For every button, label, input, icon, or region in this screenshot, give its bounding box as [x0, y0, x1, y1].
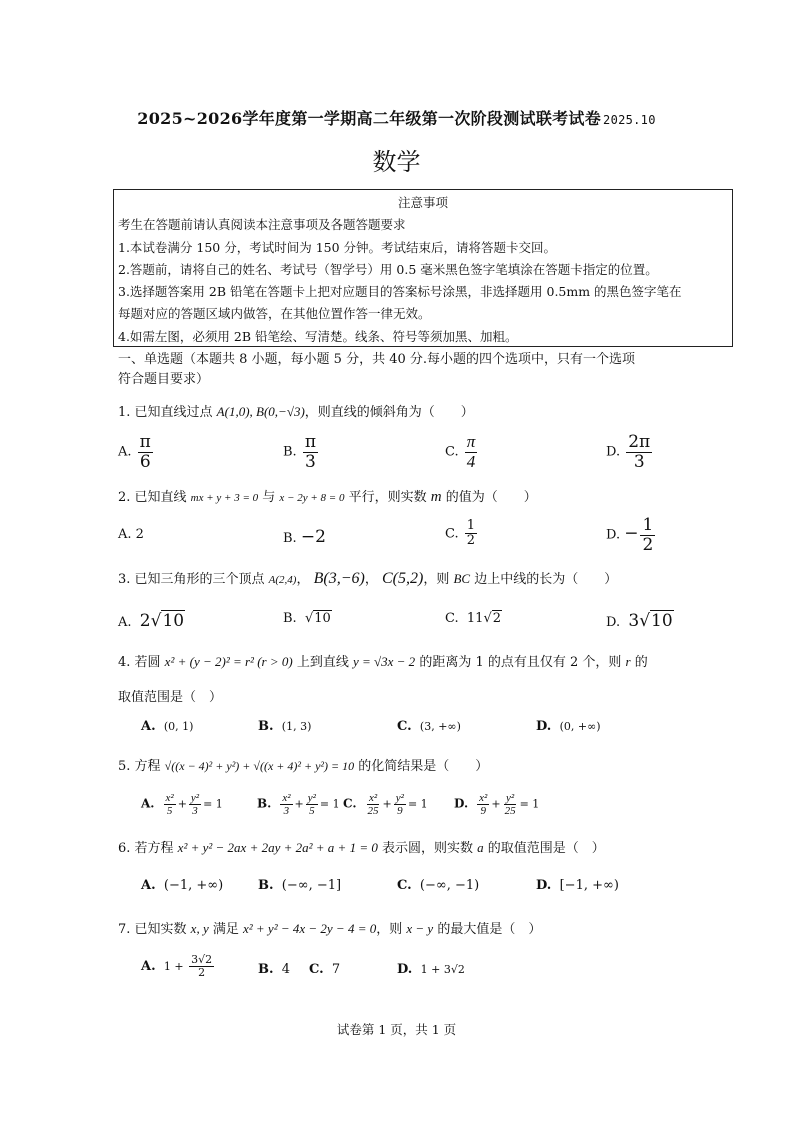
notice-line: 1.本试卷满分 150 分，考试时间为 150 分钟。考试结束后，请将答题卡交回。 — [118, 239, 557, 255]
fraction-numerator: π — [304, 432, 317, 452]
fraction-denominator: 3 — [633, 451, 645, 472]
fraction-denominator: 2 — [642, 534, 654, 555]
fraction-numerator: 3√2 — [191, 953, 213, 966]
question-4-text: 的 — [630, 655, 648, 670]
option-label: C. — [397, 719, 412, 734]
fraction-denominator: 2 — [466, 533, 476, 549]
q3-option-b: B. √10 — [283, 611, 331, 626]
question-3-text: ，则 — [423, 572, 454, 587]
question-1 — [118, 401, 474, 420]
option-label: D. — [606, 444, 621, 460]
fraction-numerator: π — [466, 432, 476, 451]
option-value: (3, +∞) — [419, 720, 461, 733]
q6-option-c — [397, 878, 479, 893]
option-label: D. — [606, 527, 621, 543]
option-value: (0, 1) — [163, 720, 194, 733]
q2-option-a — [118, 527, 144, 542]
option-value: (−∞, −1) — [419, 878, 480, 893]
q7-option-a — [141, 954, 216, 979]
question-4-text: 4. 若圆 — [118, 655, 165, 670]
fraction-denominator: 3 — [305, 451, 316, 472]
option-label: B. — [283, 611, 297, 626]
question-4-line2: 取值范围是（ ） — [118, 690, 223, 705]
option-value: 7 — [331, 962, 341, 977]
question-5 — [118, 755, 488, 774]
radical-coefficient: 2 — [139, 611, 151, 631]
option-label: C. — [309, 962, 324, 977]
q5-option-d: D. $\frac{\text{x²}}{9}$ + $\frac{\text{y²}}{25}$ = 1 — [454, 792, 540, 818]
fraction-numerator: 1 — [642, 515, 654, 535]
option-label: A. — [141, 719, 156, 734]
question-6-text: 表示圆，则实数 — [377, 841, 478, 856]
notice-line: 3.选择题答案用 2B 铅笔在答题卡上把对应题目的答案标号涂黑，非选择题用 0.5mm 的黑色签字笔在 — [118, 284, 682, 300]
segment-bc: BC — [453, 571, 471, 586]
ellipse-denominator-x: 25 — [367, 805, 379, 818]
option-label: C. — [445, 611, 459, 626]
option-label: C. — [397, 878, 412, 893]
section-heading — [118, 350, 718, 390]
option-label: B. — [258, 878, 274, 893]
ellipse-denominator-x: 9 — [480, 805, 486, 818]
option-label: D. — [536, 719, 552, 734]
option-label: A. — [118, 615, 132, 630]
fraction-numerator: 2π — [628, 432, 651, 452]
question-2 — [118, 486, 537, 506]
question-1-math: A(1,0), B(0,−√3) — [216, 404, 305, 419]
notice-line: 2.答题前，请将自己的姓名、考试号（智学号）用 0.5 毫米黑色签字笔填涂在答题卡指定的位置。 — [118, 261, 658, 277]
radical-coefficient: 11 — [466, 611, 484, 626]
option-value: 2 — [135, 527, 144, 542]
option-value: −2 — [300, 527, 326, 547]
question-2-variable: m — [430, 489, 442, 505]
option-value: [−1, +∞) — [559, 878, 619, 893]
circle-equation: x² + (y − 2)² = r² (r > 0) — [164, 654, 293, 669]
question-2-equation: mx + y + 3 = 0 — [190, 492, 259, 504]
ellipse-denominator-y: 3 — [192, 805, 198, 818]
q6-option-b — [258, 878, 341, 893]
question-6 — [118, 837, 605, 856]
q5-option-a: A. $\frac{\text{x²}}{5}$ + $\frac{\text{y²}}{3}$ = 1 — [141, 792, 223, 818]
option-label: B. — [258, 962, 274, 977]
fraction-denominator: 6 — [139, 451, 151, 472]
q1-option-b — [283, 433, 320, 471]
notice-line: 4.如需左图，必须用 2B 铅笔绘、写清楚。线条、符号等须加黑、加粗。 — [118, 328, 518, 344]
notice-line: 每题对应的答题区域内做答，在其他位置作答一律无效。 — [118, 306, 431, 322]
exam-title — [0, 106, 793, 129]
radicand: 10 — [651, 611, 673, 631]
question-3-text: 3. 已知三角形的三个顶点 — [118, 572, 269, 587]
ellipse-denominator-y: 9 — [397, 805, 403, 818]
question-2-text: 的值为（ ） — [441, 490, 537, 505]
q4-option-b — [258, 719, 311, 734]
q1-option-d — [606, 433, 654, 471]
point-a: A(2,4) — [268, 574, 297, 586]
option-label: C. — [343, 796, 357, 811]
notice-line: 考生在答题前请认真阅读本注意事项及各题答题要求 — [118, 217, 406, 233]
question-6-text: 的取值范围是（ ） — [483, 841, 605, 856]
question-7-text: 7. 已知实数 — [118, 922, 191, 937]
option-label: A. — [141, 959, 156, 975]
exam-title-text: 2025~2026学年度第一学期高二年级第一次阶段测试联考试卷 — [137, 109, 602, 128]
option-label: D. — [454, 796, 469, 811]
q2-option-c — [445, 519, 479, 549]
ellipse-denominator-x: 3 — [283, 805, 290, 818]
option-label: B. — [283, 531, 297, 546]
q5-option-c: C. $\frac{\text{x²}}{25}$ + $\frac{\text{y²}}{9}$ = 1 — [343, 792, 428, 818]
option-value: (−∞, −1] — [281, 878, 342, 893]
option-label: B. — [257, 796, 272, 811]
fraction-numerator: 1 — [466, 518, 476, 533]
option-sign: − — [624, 523, 639, 544]
option-label: C. — [445, 526, 459, 542]
q7-option-b — [258, 962, 290, 977]
page-footer: 试卷第 1 页，共 1 页 — [336, 1022, 457, 1037]
q4-option-a — [141, 719, 193, 734]
ellipse-denominator-y: 5 — [309, 805, 315, 818]
section-heading-line: 一、单选题（本题共 8 小题，每小题 5 分，共 40 分.每小题的四个选项中，只有一个选项 — [118, 352, 636, 367]
radicand: 10 — [162, 611, 185, 631]
q4-option-c — [397, 719, 461, 734]
question-6-equation: x² + y² − 2ax + 2ay + 2a² + a + 1 = 0 — [177, 840, 378, 855]
option-label: D. — [536, 878, 552, 893]
question-5-text: 的化简结果是（ ） — [354, 759, 489, 774]
q7-option-c — [309, 962, 340, 977]
option-label: D. — [606, 615, 621, 630]
q2-option-b — [283, 527, 326, 547]
option-value: 1 + 3√2 — [420, 963, 465, 976]
option-value: (0, +∞) — [559, 720, 601, 733]
q3-option-d: D. 3√10 — [606, 611, 673, 631]
fraction-denominator: 4 — [466, 451, 476, 471]
question-1-text: ，则直线的倾斜角为（ ） — [304, 405, 474, 420]
q5-option-b: B. $\frac{\text{x²}}{3}$ + $\frac{\text{y²}}{5}$ = 1 — [257, 792, 340, 818]
q1-option-a — [118, 433, 155, 471]
notice-title: 注意事项 — [397, 195, 448, 210]
q3-option-c: C. 11√2 — [445, 611, 502, 626]
question-4-text: 上到直线 — [292, 655, 353, 670]
question-1-text: 1. 已知直线过点 — [118, 405, 217, 420]
question-2-text: 平行，则实数 — [344, 490, 431, 505]
q6-option-a — [141, 878, 223, 893]
question-7-text: 的最大值是（ ） — [433, 922, 542, 937]
line-equation: y = √3x − 2 — [352, 654, 416, 669]
option-value: 4 — [281, 962, 291, 977]
question-7 — [118, 918, 541, 937]
question-7-text: 满足 — [208, 922, 243, 937]
ellipse-denominator-y: 25 — [504, 805, 516, 818]
question-4-variable: r — [625, 654, 631, 669]
question-7-equation: x² + y² − 4x − 2y − 4 = 0 — [242, 921, 377, 936]
fraction-numerator: π — [139, 432, 151, 452]
option-label: B. — [258, 719, 274, 734]
notice-box — [113, 189, 733, 347]
section-heading-line: 符合题目要求） — [118, 372, 210, 387]
exam-date: 2025.10 — [603, 113, 656, 127]
question-3-text: 边上中线的长为（ ） — [470, 572, 618, 587]
question-7-expression: x − y — [406, 921, 434, 936]
q4-option-d — [536, 719, 601, 734]
option-label: A. — [141, 796, 155, 811]
option-label: C. — [445, 444, 459, 460]
question-4-text: 的距离为 1 的点有且仅有 2 个，则 — [415, 655, 626, 670]
question-2-text: 2. 已知直线 — [118, 490, 191, 505]
q6-option-d — [536, 878, 619, 893]
question-7-text: ，则 — [376, 922, 407, 937]
radicand: 10 — [314, 611, 331, 626]
subject-title: 数学 — [372, 148, 421, 176]
q1-option-c — [445, 433, 479, 471]
option-label: A. — [118, 527, 132, 542]
option-value: 1 + — [163, 960, 188, 974]
question-5-equation: √((x − 4)² + y²) + √((x + 4)² + y²) = 10 — [164, 759, 355, 773]
q3-option-a: A. 2√10 — [118, 611, 185, 631]
question-2-equation: x − 2y + 8 = 0 — [279, 492, 345, 504]
question-6-variable: a — [477, 840, 484, 855]
point-c: C(5,2) — [381, 570, 424, 587]
question-6-text: 6. 若方程 — [118, 841, 178, 856]
radical-coefficient: 3 — [628, 611, 640, 631]
question-3: 3. 已知三角形的三个顶点 A(2,4)， B(3,−6)， C(5,2)，则 BC 边上中线的长为（ ） — [118, 570, 618, 587]
question-5-text: 5. 方程 — [118, 759, 165, 774]
ellipse-denominator-x: 5 — [166, 805, 173, 818]
q2-option-d — [606, 516, 657, 554]
radicand: 2 — [492, 611, 502, 626]
option-label: A. — [141, 878, 156, 893]
q7-option-d — [397, 962, 465, 977]
option-value: (1, 3) — [281, 720, 312, 733]
question-2-text: 与 — [258, 490, 280, 505]
question-4 — [118, 651, 648, 670]
option-label: A. — [118, 444, 132, 460]
option-label: B. — [283, 444, 297, 460]
option-label: D. — [397, 962, 413, 977]
option-value: (−1, +∞) — [163, 878, 224, 893]
point-b: B(3,−6) — [313, 570, 365, 587]
question-7-variables: x, y — [190, 921, 209, 936]
fraction-denominator: 2 — [198, 966, 206, 980]
